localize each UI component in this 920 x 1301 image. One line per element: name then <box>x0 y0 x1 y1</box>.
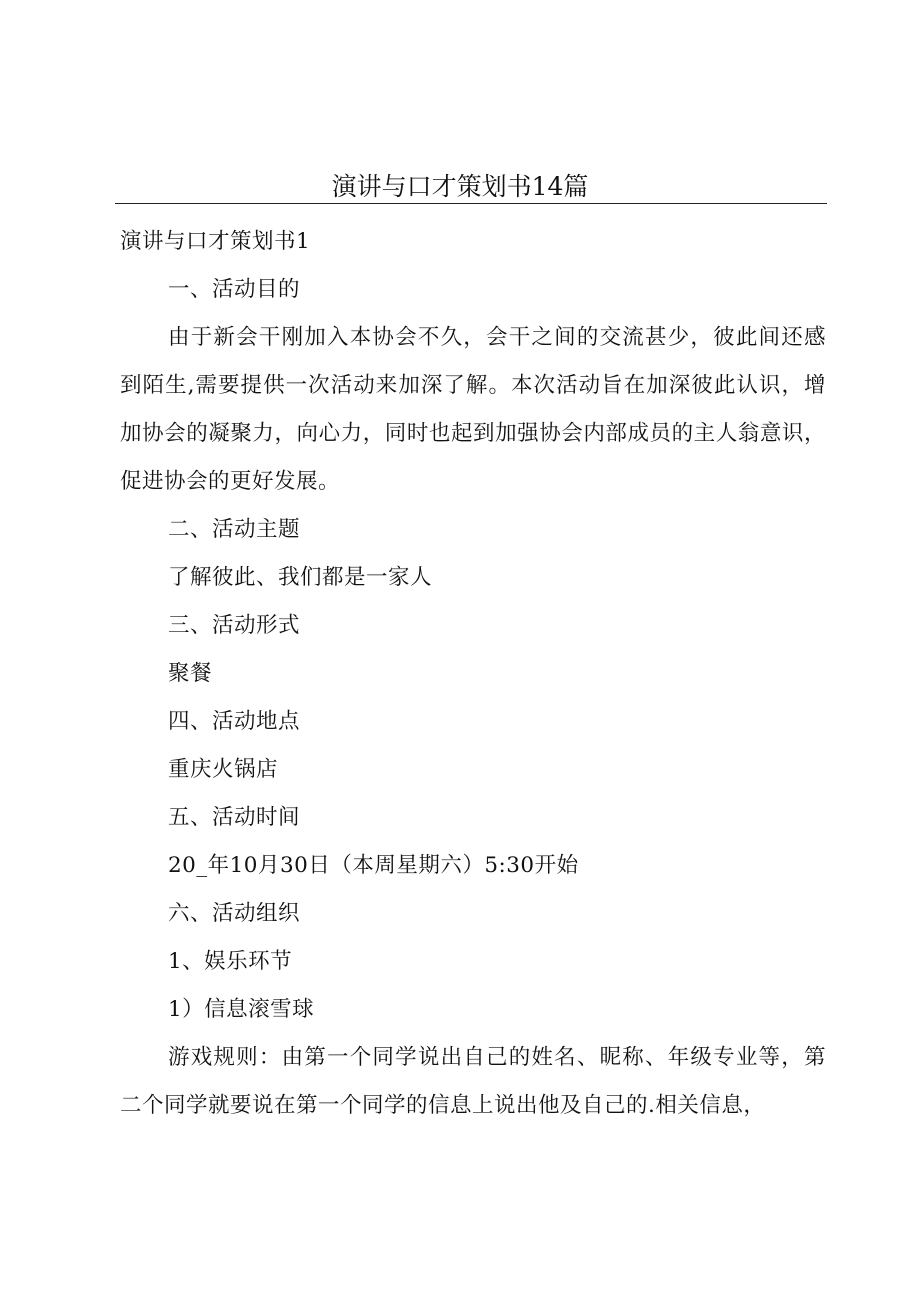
line-theme: 了解彼此、我们都是一家人 <box>168 565 433 590</box>
line-game-name: 1）信息滚雪球 <box>168 997 315 1022</box>
heading-organization: 六、活动组织 <box>168 901 301 926</box>
paragraph-purpose: 由于新会干刚加入本协会不久，会干之间的交流甚少，彼此间还感到陌生,需要提供一次活动来加深了解。本次活动旨在加深彼此认识，增加协会的凝聚力，向心力，同时也起到加强协会内部成员的主人翁意识，促进协会的更好发展。 <box>120 325 826 494</box>
line-entertainment: 1、娱乐环节 <box>168 949 293 974</box>
line-location: 重庆火锅店 <box>168 757 279 782</box>
document-title: 演讲与口才策划书14篇 <box>331 172 589 201</box>
paragraph-game-rules: 游戏规则：由第一个同学说出自己的姓名、昵称、年级专业等，第二个同学就要说在第一个同学的信息上说出他及自己的.相关信息， <box>120 1045 826 1118</box>
heading-location: 四、活动地点 <box>168 709 301 734</box>
heading-time: 五、活动时间 <box>168 805 301 830</box>
heading-theme: 二、活动主题 <box>168 517 301 542</box>
heading-purpose: 一、活动目的 <box>168 277 301 302</box>
document-body <box>120 218 826 1130</box>
title-underline <box>115 203 827 204</box>
line-form: 聚餐 <box>168 661 213 686</box>
section-title: 演讲与口才策划书1 <box>120 229 311 254</box>
line-time: 20_年10月30日（本周星期六）5:30开始 <box>168 853 579 878</box>
heading-form: 三、活动形式 <box>168 613 301 638</box>
